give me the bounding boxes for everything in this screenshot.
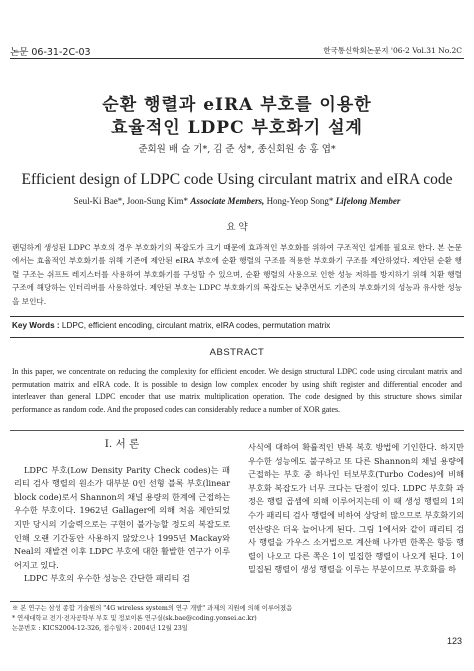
paper-id: 논문 06-31-2C-03 <box>10 47 91 58</box>
section-heading: Ⅰ. 서 론 <box>104 438 140 450</box>
header-rule <box>10 58 464 59</box>
abstract-bottom-rule <box>10 430 464 431</box>
keywords-label: Key Words : <box>12 321 60 330</box>
summary-heading: 요 약 <box>226 222 248 233</box>
intro-paragraph-3: 사식에 대하여 확률적인 반복 복호 방법에 기인한다. 하지만 우수한 성능에도 불구하고 또 다른 Shannon의 채널 용량에 근접하는 부호 중 하나인 터보부호(Turbo Codes)에 비해 부호화 복잡도가 너무 크다는 단점이 있다. LDPC 부호화 과정은 행렬 곱셈에 의해 이루어지는데 이 때 생성 행렬의 1의 수가 패리티 검사 행렬에 비하여 상당히 많으므로 부호화기의 연산량은 더욱 늘어나게 된다. 그림 1에서와 같이 패리티 검사 행렬을 가우스 소거법으로 계산해 나가면 한쪽은 항등 행렬이 나오고 다른 쪽은 1이 밀집한 행렬이 나오게 된다. 1이 밀집된 행렬이 생성 행렬을 이루는 부분이므로 부호화를 하 <box>248 442 464 575</box>
keywords <box>12 321 462 330</box>
title-ko-line2: 효율적인 LDPC 부호화기 설계 <box>111 118 363 138</box>
abstract-en: In this paper, we concentrate on reducing the complexity for efficient encoder. We design structural LDPC code using circulant matrix and permutation matrix and eIRA code. It is possible to design low complex encoder by using shift register and differential encoder and interleaver than general LDPC encoder that use matrix multiplication operation. The code designed by this structure shows similar performance as random code. And the proposed codes can considerably reduce a number of XOR gates. <box>12 367 462 414</box>
keywords-text: LDPC, efficient encoding, circulant matrix, eIRA codes, permutation matrix <box>61 321 331 330</box>
author-names-2: Hong-Yeop Song* <box>266 196 334 206</box>
abstract-heading: ABSTRACT <box>209 347 265 358</box>
keywords-top-rule <box>10 316 464 317</box>
journal-header: 한국통신학회논문지 '06-2 Vol.31 No.2C <box>323 46 462 55</box>
keywords-bottom-rule <box>10 337 464 338</box>
intro-paragraph-1: LDPC 부호(Low Density Parity Check codes)는 패리티 검사 행렬의 원소가 대부분 0인 선형 블록 부호(linear block code)로서 Shannon의 채널 용량의 한계에 근접하는 우수한 부호이다. 1962년 Gallager에 의해 처음 제안되었지만 당시의 기술력으로는 구현이 불가능할 정도의 복잡도로 인해 오랜 기간동안 사용하지 않았으나 1995년 Mackay와 Neal의 재발견 이후 LDPC 부호에 대한 활발한 연구가 이루어지고 있다. <box>14 464 230 570</box>
intro-paragraph-2: LDPC 부호의 우수한 성능은 간단한 패리티 검 <box>24 573 190 584</box>
page-number: 123 <box>446 636 462 646</box>
abstract-ko: 랜덤하게 생성된 LDPC 부호의 경우 부호화기의 복잡도가 크기 때문에 효과적인 부호화를 위하여 구조적인 설계를 필요로 한다. 본 논문에서는 효율적인 부호화기를 위해 기존에 제안된 eIRA 부호에 순환 행렬의 구조를 적용한 부호화기 구조를 제안하였다. 제안된 순환 행렬 구조는 쉬프트 레지스터를 사용하여 부호화기를 구성할 수 있으며, 순환 행렬의 사용으로 인한 성능 저하를 방지하기 위해 치환 행렬 구조에 해당하는 인터리버를 사용하였다. 제안된 부호는 LDPC 부호화기의 복잡도는 낮추면서도 기존의 부호화기의 성능과 유사한 성능을 보인다. <box>12 243 462 306</box>
author-role-1: Associate Members, <box>190 196 265 206</box>
author-role-2: Lifelong Member <box>335 196 401 206</box>
footnote-funding: ※ 본 연구는 삼성 종합 기술원의 "4G wireless system의 연구 개발" 과제의 지원에 의해 이루어졌음 <box>12 605 293 612</box>
authors-ko: 준회원 배 슬 기*, 김 준 성*, 종신회원 송 홍 엽* <box>138 144 336 155</box>
author-names-1: Seul-Ki Bae*, Joon-Sung Kim* <box>73 196 189 206</box>
title-ko-line1: 순환 행렬과 eIRA 부호를 이용한 <box>102 95 372 115</box>
intro-left-column <box>14 438 230 586</box>
footnote-rule <box>10 601 190 602</box>
intro-right-column <box>248 441 464 577</box>
footnote-affiliation: * 연세대학교 전기·전자공학부 부호 및 정보이론 연구실(sk.bae@coding.yonsei.ac.kr) <box>12 615 257 622</box>
footnote-paper-number: 논문번호 : KICS2004-12-326, 접수일자 : 2004년 12월 23일 <box>12 625 188 632</box>
title-en: Efficient design of LDPC code Using circulant matrix and eIRA code <box>21 171 453 188</box>
authors-en <box>0 196 474 206</box>
